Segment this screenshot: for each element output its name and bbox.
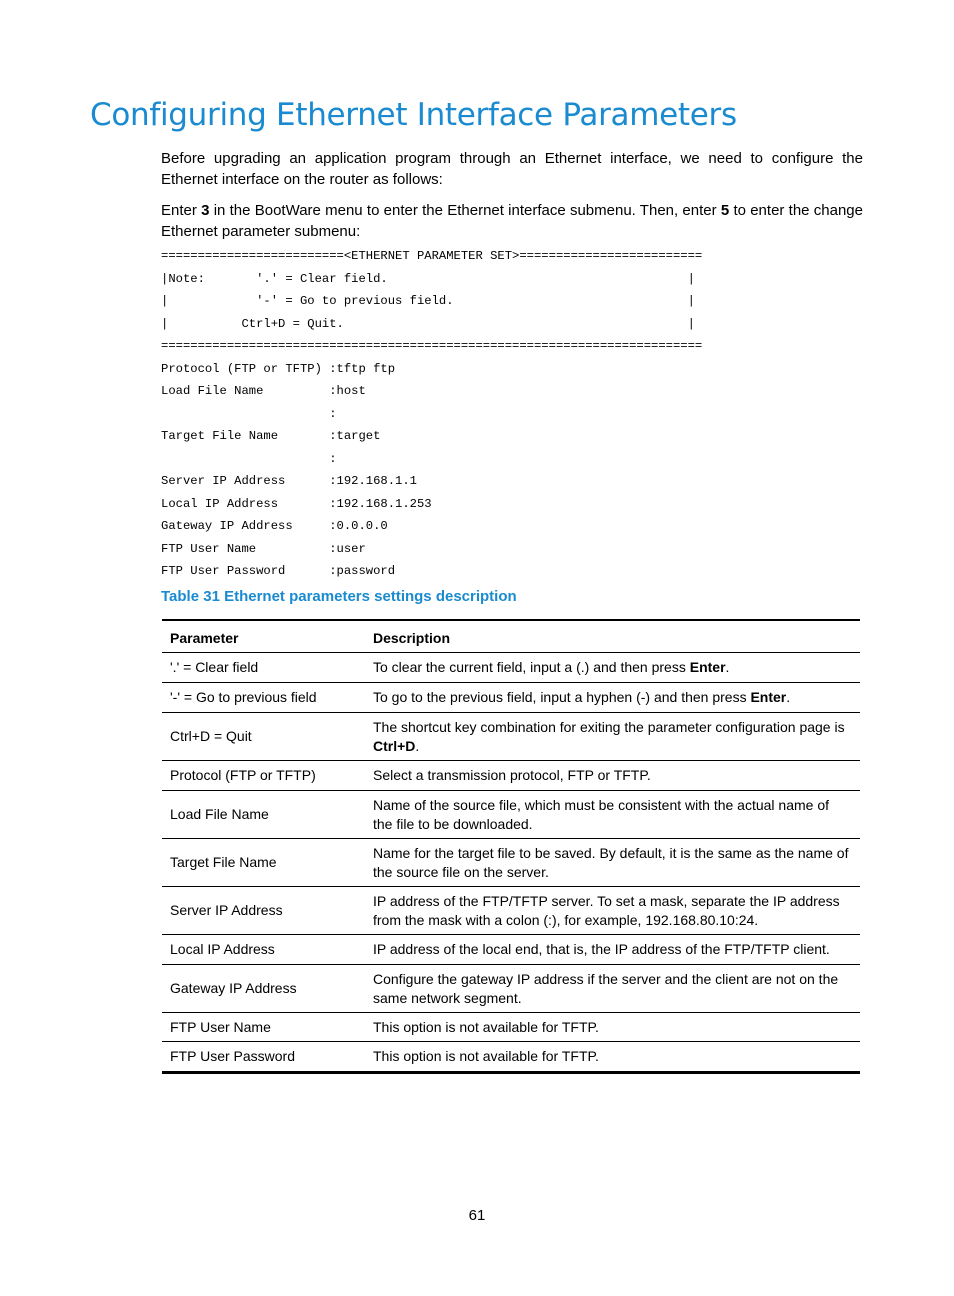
param-cell: Server IP Address: [170, 902, 283, 918]
step-key-1: 3: [201, 202, 210, 219]
desc-cell: IP address of the local end, that is, the IP address of the FTP/TFTP client.: [373, 941, 830, 957]
desc-cell: [363, 683, 860, 713]
console-line: Local IP Address :192.168.1.253: [161, 496, 432, 511]
param-cell: Ctrl+D = Quit: [170, 728, 252, 744]
param-cell: FTP User Password: [170, 1048, 295, 1064]
desc-key: Enter: [689, 659, 726, 675]
console-line: |Note: '.' = Clear field. |: [161, 271, 695, 286]
param-cell: FTP User Name: [170, 1018, 271, 1035]
step-prefix: Enter: [161, 202, 202, 219]
desc-after: .: [786, 689, 791, 705]
desc-after: .: [725, 659, 730, 675]
desc-cell: This option is not available for TFTP.: [373, 1018, 599, 1035]
param-cell: Load File Name: [170, 806, 269, 822]
page-title: Configuring Ethernet Interface Parameters: [90, 97, 737, 133]
table-row: [162, 791, 860, 839]
parameters-table: [162, 619, 860, 1074]
desc-cell: Name for the target file to be saved. By default, it is the same as the name of the source file on the server.: [373, 844, 849, 880]
desc-cell: IP address of the FTP/TFTP server. To set a mask, separate the IP address from the mask with a colon (:), for example, 192.168.80.10:24.: [373, 892, 840, 928]
param-cell: '-' = Go to previous field: [170, 689, 317, 705]
desc-cell: Name of the source file, which must be consistent with the actual name of the file to be downloaded.: [373, 796, 830, 832]
desc-cell: [363, 713, 860, 761]
param-cell: Gateway IP Address: [170, 980, 297, 996]
desc-text: The shortcut key combination for exiting the parameter configuration page is: [373, 718, 845, 735]
table-row: [162, 1013, 860, 1042]
console-line: :: [161, 451, 337, 466]
desc-key: Enter: [750, 689, 787, 705]
desc-cell: Configure the gateway IP address if the server and the client are not on the same network segment.: [373, 970, 839, 1006]
console-line: | '-' = Go to previous field. |: [161, 294, 695, 308]
console-line: :: [161, 406, 337, 421]
console-line: Target File Name :target: [161, 429, 381, 443]
header-description: Description: [373, 630, 451, 646]
step-suffix: to enter the change Ethernet parameter submenu:: [161, 202, 863, 240]
desc-cell: This option is not available for TFTP.: [373, 1048, 599, 1064]
console-line: FTP User Password :password: [161, 564, 396, 578]
table-row: [162, 935, 860, 965]
page-number: 61: [468, 1207, 486, 1224]
table-row: [162, 713, 860, 761]
table-row: [162, 887, 860, 935]
table-row: [162, 761, 860, 791]
table-row: [162, 839, 860, 887]
desc-text: To clear the current field, input a (.) and then press: [373, 659, 690, 675]
desc-text: To go to the previous field, input a hyphen (-) and then press: [373, 689, 751, 705]
desc-cell: Select a transmission protocol, FTP or TFTP.: [373, 767, 651, 783]
header-parameter: Parameter: [170, 630, 239, 646]
table-row: [162, 653, 860, 683]
table-row: [162, 965, 860, 1013]
console-line: Load File Name :host: [161, 384, 366, 398]
table-header-row: [162, 620, 860, 653]
table-row: [162, 683, 860, 713]
param-cell: '.' = Clear field: [170, 659, 259, 675]
param-cell: Target File Name: [170, 854, 277, 870]
step-paragraph: [161, 200, 863, 242]
console-line: Server IP Address :192.168.1.1: [161, 474, 417, 488]
table-caption: Table 31 Ethernet parameters settings description: [161, 588, 517, 605]
console-line: Protocol (FTP or TFTP) :tftp ftp: [161, 361, 396, 376]
desc-key: Ctrl+D: [373, 737, 416, 754]
param-cell: Protocol (FTP or TFTP): [170, 767, 316, 783]
console-line: =========================<ETHERNET PARAMETER SET>=========================: [161, 249, 703, 263]
intro-paragraph: Before upgrading an application program through an Ethernet interface, we need to configure the Ethernet interface on the router as follows:: [161, 150, 863, 188]
console-line: Gateway IP Address :0.0.0.0: [161, 519, 388, 533]
console-output: [161, 245, 702, 583]
step-middle: in the BootWare menu to enter the Ethernet interface submenu. Then, enter: [209, 202, 721, 219]
step-key-2: 5: [720, 202, 730, 219]
desc-cell: [363, 653, 860, 683]
desc-after: .: [415, 737, 420, 754]
console-line: FTP User Name :user: [161, 541, 366, 556]
table-row: [162, 1042, 860, 1073]
param-cell: Local IP Address: [170, 941, 275, 957]
console-line: ==========================================================================: [161, 339, 703, 353]
console-line: | Ctrl+D = Quit. |: [161, 316, 695, 331]
